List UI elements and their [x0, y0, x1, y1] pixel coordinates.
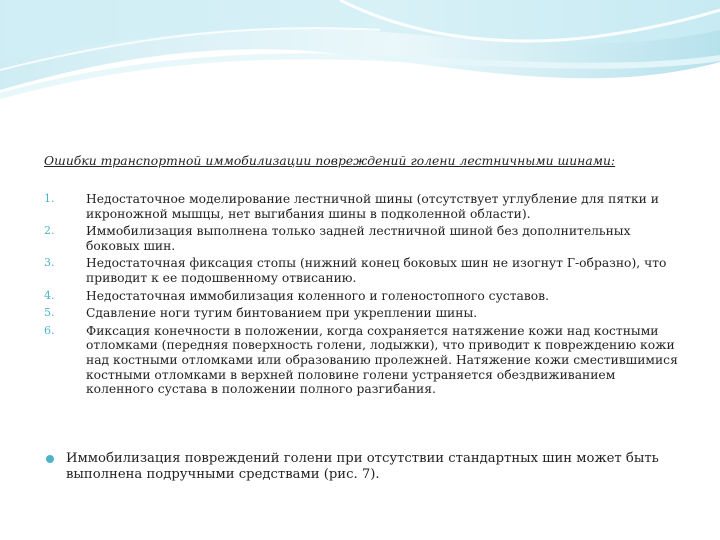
list-item — [44, 324, 684, 397]
list-item — [44, 256, 684, 285]
list-item-text: Недостаточное моделирование лестничной шины (отсутствует углубление для пятки и икроножной мышцы, нет выгибания шины в подколенной области). — [86, 192, 659, 221]
list-item-number: 4. — [44, 288, 55, 302]
list-item-number: 1. — [44, 192, 55, 205]
slide-heading: Ошибки транспортной иммобилизации повреждений голени лестничными шинами: — [44, 154, 616, 168]
list-item — [44, 289, 684, 304]
list-item-text: Фиксация конечности в положении, когда сохраняется натяжение кожи над костными отломками (передняя поверхность голени, лодыжки), что приводит к повреждению кожи над костными отломками или образованию пролежней. Натяжение кожи сместившимися костными отломками в верхней половине голени устраняется обездвиживанием коленного сустава в положении полного разгибания. — [86, 323, 678, 397]
list-item-text: Иммобилизация выполнена только задней лестничной шиной без дополнительных боковых шин. — [86, 224, 631, 253]
list-item-number: 5. — [44, 306, 55, 320]
list-item-text: Недостаточная иммобилизация коленного и голеностопного суставов. — [86, 288, 549, 303]
list-item-number: 2. — [44, 224, 55, 238]
bullet-paragraph — [44, 451, 706, 482]
list-item — [44, 192, 684, 221]
list-item — [44, 224, 684, 253]
list-item-text: Сдавление ноги тугим бинтованием при укреплении шины. — [86, 306, 478, 321]
bullet-dot-icon — [46, 455, 54, 463]
list-item — [44, 306, 684, 321]
list-item-number: 3. — [44, 256, 55, 270]
bullet-text: Иммобилизация повреждений голени при отсутствии стандартных шин может быть выполнена подручными средствами (рис. 7). — [66, 451, 659, 482]
numbered-list — [44, 192, 684, 400]
list-item-number: 6. — [44, 323, 55, 337]
list-item-text: Недостаточная фиксация стопы (нижний конец боковых шин не изогнут Г-образно), что приводит к ее подошвенному отвисанию. — [86, 256, 667, 285]
